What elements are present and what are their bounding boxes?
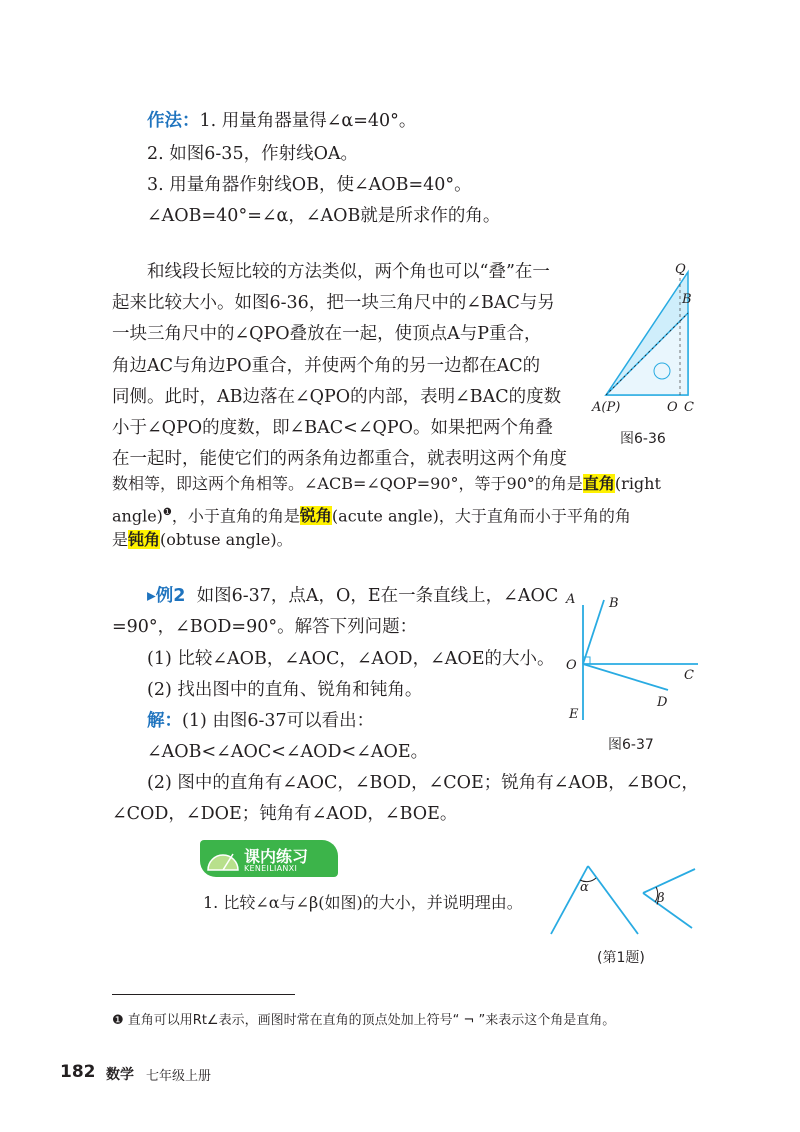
footer-subject: 数学 bbox=[106, 1067, 134, 1083]
para-line-2: 起来比较大小。如图6-36，把一块三角尺中的∠BAC与另 bbox=[112, 293, 555, 313]
fig36-caption: 图6-36 bbox=[620, 431, 666, 447]
para-line-8: 数相等，即这两个角相等。∠ACB=∠QOP=90°，等于90°的角是直角(right bbox=[112, 474, 661, 493]
method-conclusion: ∠AOB=40°=∠α，∠AOB就是所求作的角。 bbox=[147, 206, 501, 226]
example-line-1: ▸例2 如图6-37，点A，O，E在一条直线上，∠AOC bbox=[147, 586, 559, 606]
fig36-label-c: C bbox=[684, 400, 694, 415]
beta-label: β bbox=[657, 891, 665, 906]
exercise-title: 课内练习 bbox=[244, 847, 309, 866]
fig37-label-c: C bbox=[684, 668, 694, 683]
example-line-2: =90°，∠BOD=90°。解答下列问题： bbox=[112, 617, 418, 637]
fig37-label-e: E bbox=[569, 707, 579, 722]
beta-side-2 bbox=[643, 893, 692, 928]
footnote-marker: ❶ bbox=[112, 1013, 124, 1028]
para-line-6: 小于∠QPO的度数，即∠BAC<∠QPO。如果把两个角叠 bbox=[112, 418, 553, 438]
alpha-side-2 bbox=[588, 866, 638, 934]
method-label: 作法： bbox=[147, 111, 200, 131]
example-solution-3: (2) 图中的直角有∠AOC，∠BOD，∠COE；锐角有∠AOB，∠BOC， bbox=[147, 773, 699, 793]
exercise-item-1: 1. 比较∠α与∠β(如图)的大小，并说明理由。 bbox=[203, 893, 523, 912]
example-solution-1: 解：(1) 由图6-37可以看出： bbox=[147, 711, 375, 731]
fig36-label-ap: A(P) bbox=[592, 400, 621, 415]
term-obtuse-angle: 钝角 bbox=[128, 530, 161, 549]
footnote-ref: ❶ bbox=[162, 507, 172, 518]
footnote-rule bbox=[112, 994, 295, 995]
fig36-label-q: Q bbox=[675, 262, 686, 277]
footnote: ❶ 直角可以用Rt∠表示，画图时常在直角的顶点处加上符号“ ¬ ”来表示这个角是直角。 bbox=[112, 1013, 616, 1028]
fig37-label-b: B bbox=[609, 596, 619, 611]
term-acute-angle: 锐角 bbox=[299, 506, 332, 526]
fig37-label-o: O bbox=[566, 658, 577, 673]
beta-side-1 bbox=[643, 869, 695, 893]
fig37-label-a: A bbox=[566, 592, 576, 607]
fig37-caption: 图6-37 bbox=[608, 737, 654, 753]
example-q2: (2) 找出图中的直角、锐角和钝角。 bbox=[147, 680, 423, 700]
para-line-4: 角边AC与角边PO重合，并使两个角的另一边都在AC的 bbox=[112, 356, 541, 376]
example-q1: (1) 比较∠AOB，∠AOC，∠AOD，∠AOE的大小。 bbox=[147, 649, 555, 669]
alpha-label: α bbox=[580, 880, 589, 895]
para-line-9: angle)$^❶$，小于直角的角是锐角(acute angle)，大于直角而小于平角的角 bbox=[112, 506, 631, 526]
para-line-1: 和线段长短比较的方法类似，两个角也可以“叠”在一 bbox=[147, 262, 550, 282]
example-label: ▸例2 bbox=[147, 586, 186, 606]
example-solution-2: ∠AOB<∠AOC<∠AOD<∠AOE。 bbox=[147, 742, 429, 762]
footer-book: 七年级上册 bbox=[146, 1069, 212, 1084]
exercise-caption: (第1题) bbox=[597, 950, 645, 966]
fig36-label-o: O bbox=[667, 400, 678, 415]
method-step3: 3. 用量角器作射线OB，使∠AOB=40°。 bbox=[147, 175, 472, 195]
page-number: 182 bbox=[60, 1062, 96, 1082]
para-line-5: 同侧。此时，AB边落在∠QPO的内部，表明∠BAC的度数 bbox=[112, 387, 562, 407]
fig36-label-b: B bbox=[682, 292, 692, 307]
term-right-angle: 直角 bbox=[582, 474, 615, 493]
para-line-7: 在一起时，能使它们的两条角边都重合，就表明这两个角度 bbox=[112, 449, 567, 469]
para-line-10: 是钝角(obtuse angle)。 bbox=[112, 530, 293, 549]
exercise-subtitle: KENEILIANXI bbox=[244, 864, 298, 873]
method-step2: 2. 如图6-35，作射线OA。 bbox=[147, 144, 359, 164]
solution-label: 解： bbox=[147, 711, 182, 731]
alpha-side-1 bbox=[551, 866, 588, 934]
method-step1: 作法：1. 用量角器量得∠α=40°。 bbox=[147, 111, 417, 131]
example-solution-4: ∠COD，∠DOE；钝角有∠AOD，∠BOE。 bbox=[112, 804, 458, 824]
para-line-3: 一块三角尺中的∠QPO叠放在一起，使顶点A与P重合， bbox=[112, 324, 542, 344]
fig37-label-d: D bbox=[657, 695, 668, 710]
